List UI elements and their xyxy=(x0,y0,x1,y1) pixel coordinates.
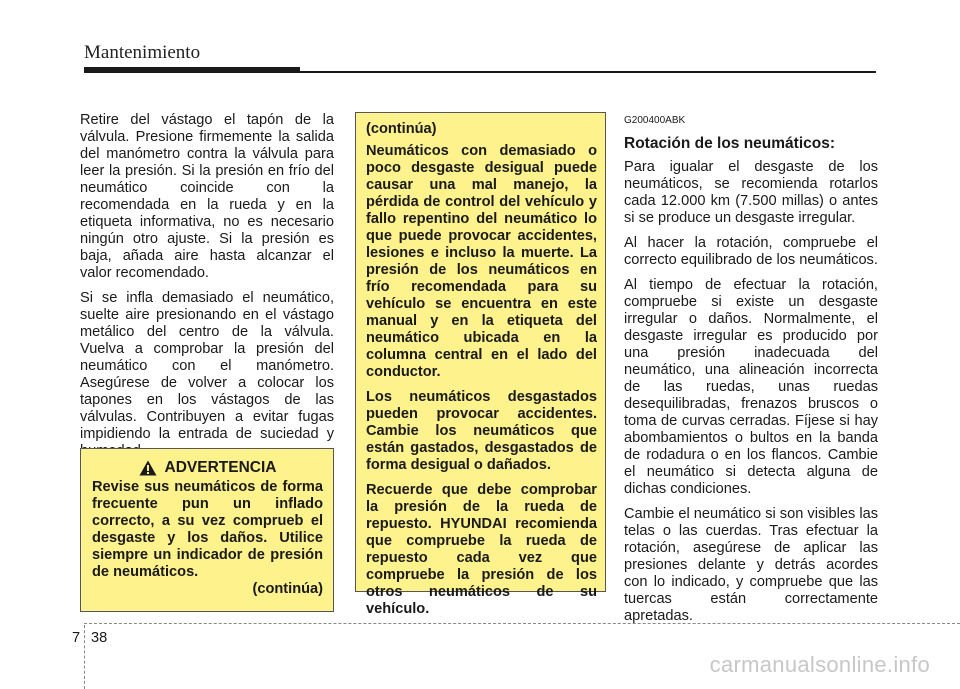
page-number: 38 xyxy=(91,630,108,646)
warning-middle-paragraph-2: Los neumáticos desgastados pueden provocar accidentes. Cambie los neumáticos que están gastados, desgastados de forma desigual o dañados. xyxy=(366,389,597,473)
warning-middle-heading: (continúa) xyxy=(366,121,437,137)
header-rule-thick xyxy=(84,67,300,73)
warning-box-middle xyxy=(355,112,606,617)
header-rule-thin xyxy=(300,71,876,73)
left-paragraph-1: Retire del vástago el tapón de la válvula. Presione firmemente la salida del manómetro contra la válvula para leer la presión. Si la presión en frío del neumático coincide con la recomendada en la rueda y en la etiqueta informativa, no es necesario ningún otro ajuste. Si la presión es baja, añada aire hasta alcanzar el valor recomendado. xyxy=(80,112,334,281)
warning-triangle-icon xyxy=(139,460,157,476)
warning-heading xyxy=(92,459,323,476)
header-title: Mantenimiento xyxy=(84,42,201,63)
warning-middle-paragraph-3: Recuerde que debe comprobar la presión de la rueda de repuesto. HYUNDAI recomienda que compruebe la rueda de repuesto cada vez que compruebe la presión de los otros neumáticos de su vehículo. xyxy=(366,482,597,617)
right-paragraph-2: Al hacer la rotación, compruebe el correcto equilibrado de los neumáticos. xyxy=(624,235,878,268)
chapter-number: 7 xyxy=(72,630,81,646)
warning-left-continues: (continúa) xyxy=(252,581,323,597)
right-paragraph-3: Al tiempo de efectuar la rotación, compruebe si existe un desgaste irregular o daños. Normalmente, el desgaste irregular es producido por una presión inadecuada del neumático, una alineación incorrecta de las ruedas, unas ruedas desequilibradas, frenazos bruscos o toma de curvas cerradas. Fíjese si hay abombamientos o bultos en la banda de rodadura o en los flancos. Cambie el neumático si detecta alguna de dichas condiciones. xyxy=(624,277,878,497)
right-column xyxy=(624,112,878,633)
left-column xyxy=(80,112,334,468)
right-paragraph-1: Para igualar el desgaste de los neumáticos, se recomienda rotarlos cada 12.000 km (7.500 millas) o antes si se produce un desgaste irregular. xyxy=(624,159,878,226)
warning-left-body: Revise sus neumáticos de forma frecuente pun un inflado correcto, a su vez comprueb el desgaste y los daños. Utilice siempre un indicador de presión de neumáticos. xyxy=(92,479,323,580)
footer-rule-horizontal xyxy=(84,623,960,624)
section-code: G200400ABK xyxy=(624,115,686,126)
watermark: carmanualsonline.info xyxy=(709,652,930,677)
right-paragraph-4: Cambie el neumático si son visibles las telas o las cuerdas. Tras efectuar la rotación, asegúrese de aplicar las presiones delante y detrás acordes con lo indicado, y compruebe que las tuercas están correctamente apretadas. xyxy=(624,506,878,624)
warning-heading-label: ADVERTENCIA xyxy=(164,459,277,476)
section-title: Rotación de los neumáticos: xyxy=(624,135,836,152)
warning-middle-paragraph-1: Neumáticos con demasiado o poco desgaste desigual puede causar una mal manejo, la pérdida de control del vehículo y fallo repentino del neumático lo que puede provocar accidentes, lesiones e incluso la muerte. La presión de los neumáticos en frío recomendada para su vehículo se encuentra en este manual y en la etiqueta del neumático ubicada en la columna central en el lado del conductor. xyxy=(366,143,597,380)
warning-box-left xyxy=(80,448,334,612)
left-paragraph-2: Si se infla demasiado el neumático, suelte aire presionando en el vástago metálico del centro de la válvula. Vuelva a comprobar la presión del neumático con el manómetro. Asegúrese de volver a colocar los tapones en los vástagos de las válvulas. Contribuyen a evitar fugas impidiendo la entrada de suciedad y xyxy=(80,290,334,442)
footer-rule-vertical xyxy=(84,625,85,689)
